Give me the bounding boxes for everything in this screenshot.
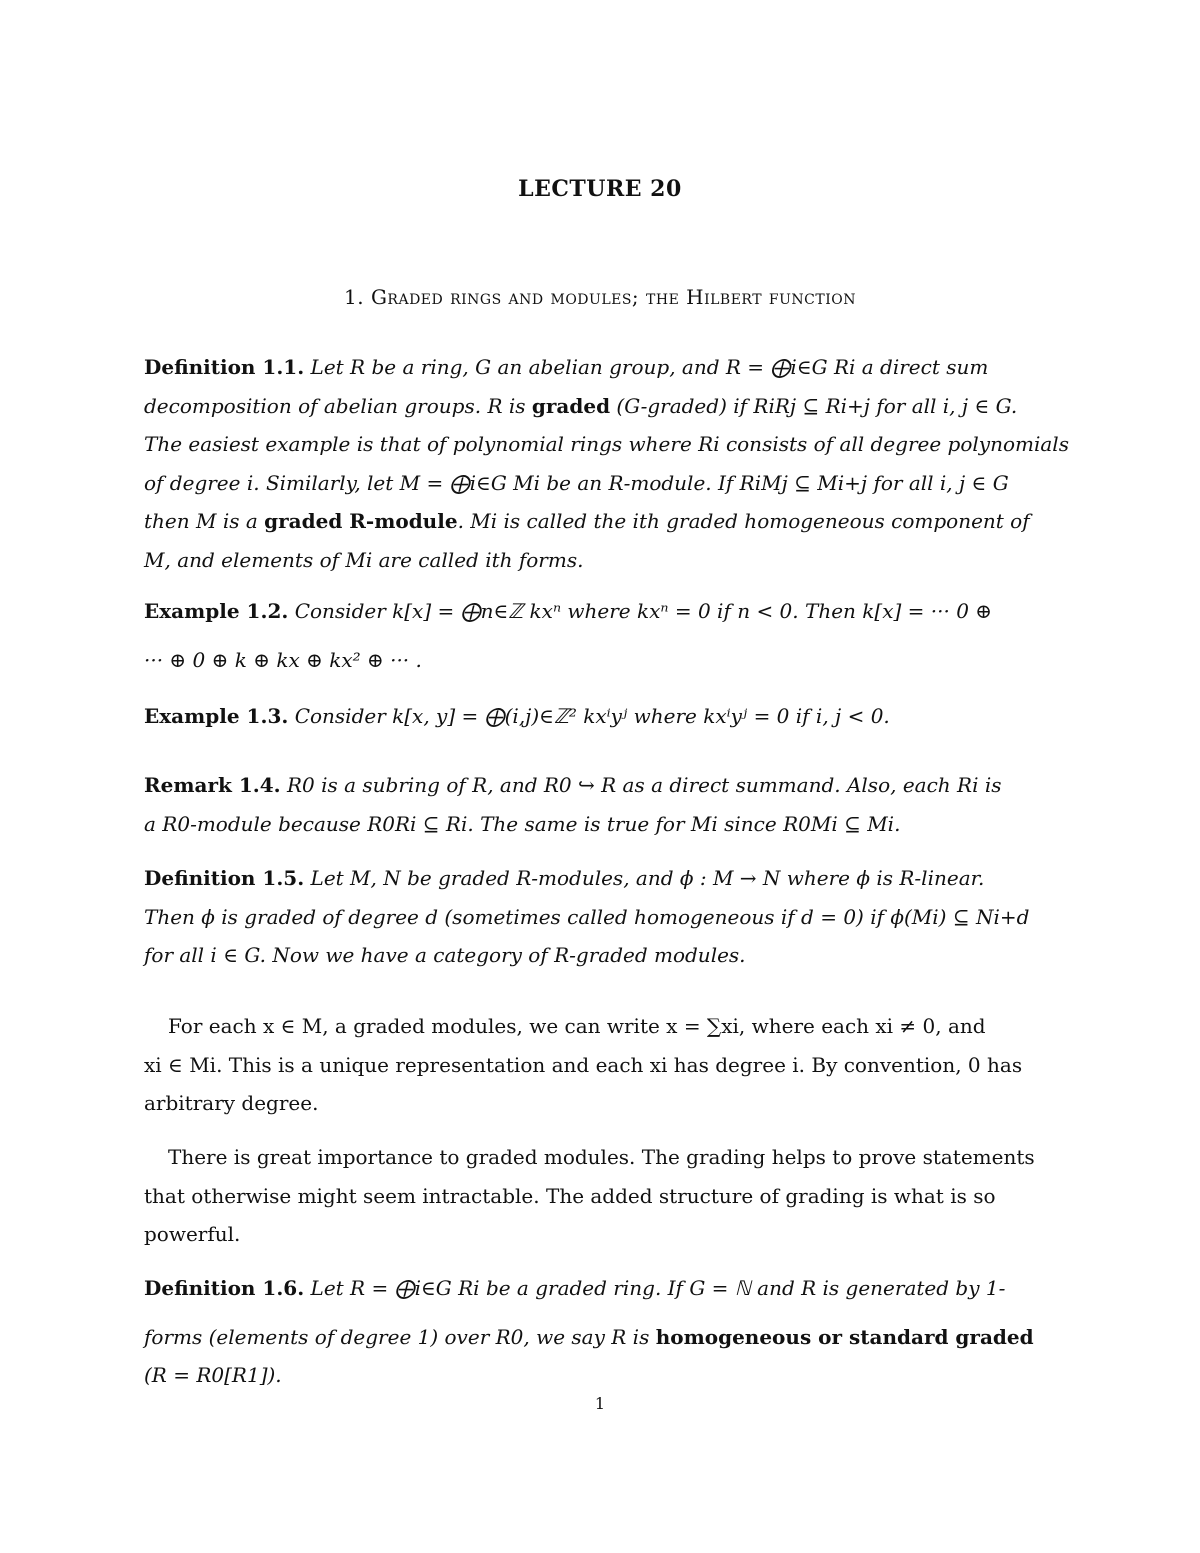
lecture-title: LECTURE 20 bbox=[518, 176, 682, 202]
definition-1-1: Definition 1.1. Let R be a ring, G an abelian group, and R = ⨁i∈G Ri a direct sum decomposition of abelian groups. R is graded (G-graded) if RiRj ⊆ Ri+j for all i, j ∈ G. The easiest example is that of polynomial rings where Ri consists of all degree polynomials of degree i. Similarly, let M = ⨁i∈G Mi be an R-module. If RiMj ⊆ Mi+j for all i, j ∈ G then M is a graded R-module. Mi is called the ith graded homogeneous component of M, and elements of Mi are called ith forms. bbox=[144, 355, 1069, 572]
definition-label: Definition 1.1. bbox=[144, 355, 305, 379]
paragraph-representation: For each x ∈ M, a graded modules, we can write x = ∑xi, where each xi ≠ 0, and xi ∈ Mi. This is a unique representation and each xi has degree i. By convention, 0 has arbitrary degree. bbox=[144, 1014, 1023, 1115]
example-label: Example 1.3. bbox=[144, 704, 289, 728]
bold-term: homogeneous or standard graded bbox=[655, 1324, 1034, 1349]
bold-term: graded R-module bbox=[264, 509, 458, 533]
remark-label: Remark 1.4. bbox=[144, 773, 281, 797]
definition-1-6: Definition 1.6. Let R = ⨁i∈G Ri be a graded ring. If G = ℕ and R is generated by 1- forms (elements of degree 1) over R0, we say R is homogeneous or standard graded (R = R0[R1]). bbox=[144, 1276, 1034, 1387]
bold-term: graded bbox=[531, 393, 611, 418]
example-1-2: Example 1.2. Consider k[x] = ⨁n∈ℤ kxⁿ where kxⁿ = 0 if n < 0. Then k[x] = ··· 0 ⊕ ··· ⊕ 0 ⊕ k ⊕ kx ⊕ kx² ⊕ ··· . bbox=[144, 599, 993, 672]
definition-1-5: Definition 1.5. Let M, N be graded R-modules, and ϕ : M → N where ϕ is R-linear. Then ϕ is graded of degree d (sometimes called homogeneous if d = 0) if ϕ(Mi) ⊆ Ni+d for all i ∈ G. Now we have a category of R-graded modules. bbox=[144, 866, 1030, 967]
definition-text: Let R be a ring, G an abelian group, and R = ⨁i∈G Ri a direct sum bbox=[310, 355, 989, 379]
remark-1-4: Remark 1.4. R0 is a subring of R, and R0 ↪ R as a direct summand. Also, each Ri is a R0-module because R0Ri ⊆ Ri. The same is true for Mi since R0Mi ⊆ Mi. bbox=[144, 773, 1002, 836]
section-heading: 1. Graded rings and modules; the Hilbert function bbox=[344, 285, 856, 309]
definition-label: Definition 1.6. bbox=[144, 1276, 305, 1300]
example-1-3: Example 1.3. Consider k[x, y] = ⨁(i,j)∈ℤ² kxⁱyʲ where kxⁱyʲ = 0 if i, j < 0. bbox=[144, 704, 890, 728]
definition-label: Definition 1.5. bbox=[144, 866, 305, 890]
paragraph-importance: There is great importance to graded modules. The grading helps to prove statements that otherwise might seem intractable. The added structure of grading is what is so powerful. bbox=[144, 1145, 1035, 1246]
example-label: Example 1.2. bbox=[144, 599, 289, 623]
page-number: 1 bbox=[594, 1394, 606, 1413]
